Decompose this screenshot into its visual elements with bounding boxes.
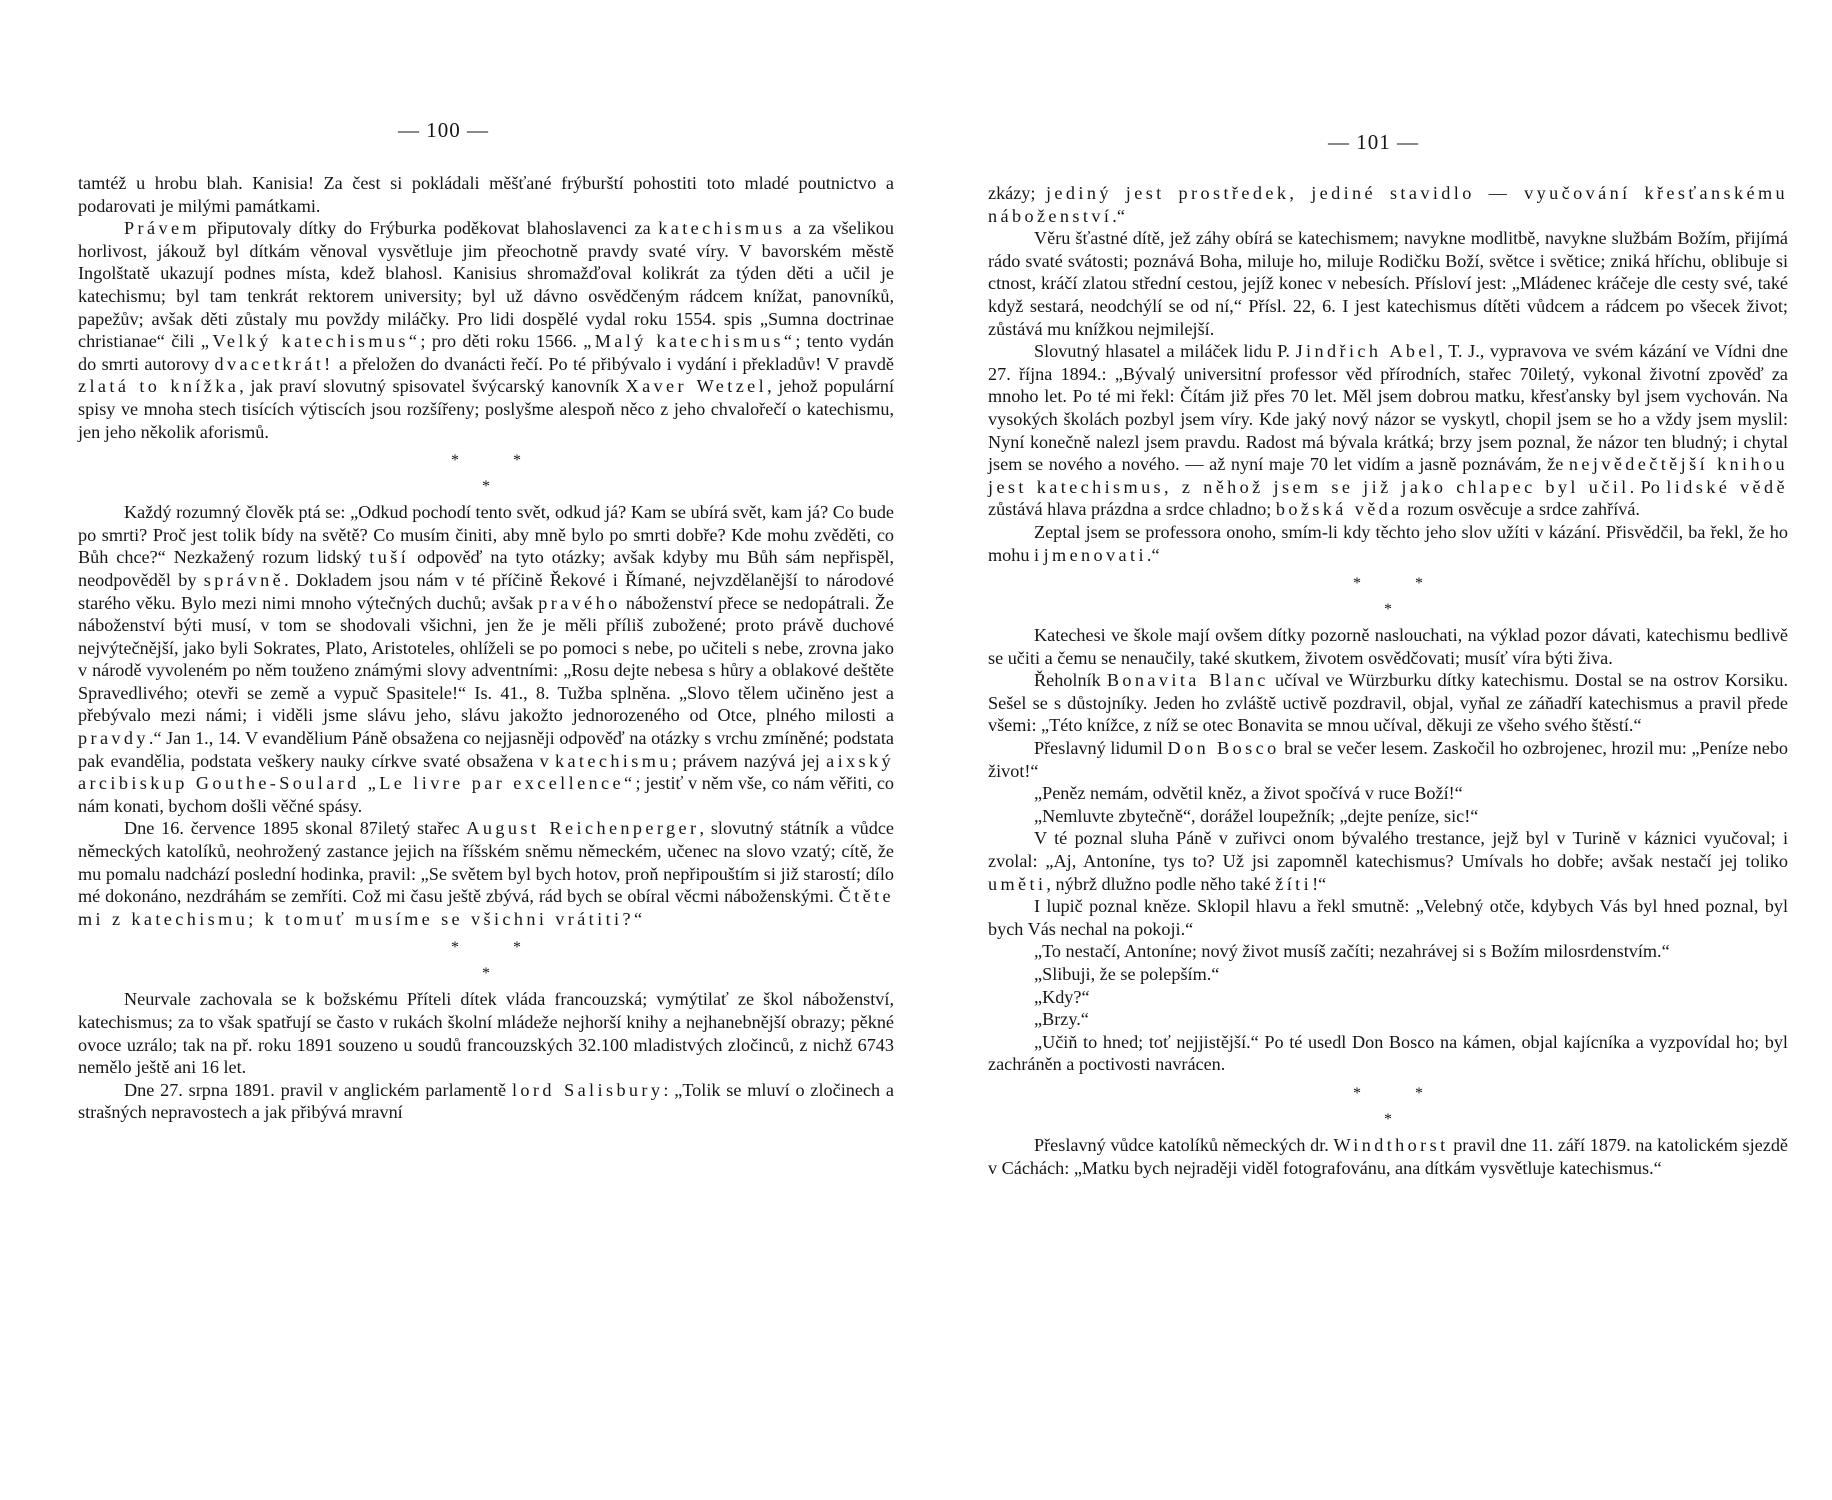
paragraph: Řeholník Bonavita Blanc učíval ve Würzburku dítky katechismu. Dostal se na ostrov Korsiku. Sešel se s důstojníky. Jeden ho zvláště uctivě pozdravil, objal, vyňal ze záňadří katechismus a pravil přede všemi: „Této knížce, z níž se otec Bonavita se mnou učíval, děkuji ze všeho svého štěstí.“	[988, 670, 1789, 736]
paragraph: Přeslavný lidumil Don Bosco bral se večer lesem. Zaskočil ho ozbrojenec, hrozil mu: „Peníze nebo život!“	[988, 738, 1789, 781]
paragraph: „Peněz nemám, odvětil kněz, a život spočívá v ruce Boží!“	[1034, 783, 1463, 804]
paragraph: zkázy; jediný jest prostředek, jediné stavidlo — vyučování křesťanskému náboženství.“	[988, 183, 1788, 226]
paragraph: tamtéž u hrobu blah. Kanisia! Za čest si pokládali měšťané frýburští pohostiti toto mladé poutnictvo a podarovati je milými památkami.	[78, 173, 894, 216]
paragraph: Dne 27. srpna 1891. pravil v anglickém parlamentě lord Salisbury: „Tolik se mluví o zločinech a strašných nepravostech a jak přibývá mravní	[78, 1079, 894, 1123]
section-separator: * * *	[451, 452, 521, 496]
paragraph: „Slibuji, že se polepším.“	[1034, 964, 1220, 984]
paragraph: Přeslavný vůdce katolíků německých dr. Windthorst pravil dne 11. září 1879. na katolickém sjezdě v Cáchách: „Matku bych nejraději viděl fotografovánu, ana dítkám vysvětluje katechismus.“	[988, 1134, 1788, 1178]
paragraph: Katechesi ve škole mají ovšem dítky pozorně naslouchati, na výklad pozor dávati, katechismu bedlivě se učiti a čemu se nenaučily, také skutkem, životem osvědčovati; musíť víra býti živa.	[988, 625, 1788, 668]
paragraph: Dne 16. července 1895 skonal 87iletý stařec August Reichenperger, slovutný státník a vůdce německých katolíků, neohrožený zastance jejich na říšském sněmu německém, učenec na slovo vzatý; cítě, že mu pomalu nadchází poslední hodinka, pravil: „Se světem byl bych hotov, proň nepřipouštím si již starostí; dílo mé dokonáno, nezdráhám se zemříti. Což mi času ještě zbývá, rád bych se obíral věcmi náboženskými. Čtěte mi z katechismu; k tomuť musíme se všichni vrátiti?“	[78, 818, 895, 929]
section-separator: * * *	[1353, 575, 1423, 619]
section-separator: * * *	[1353, 1084, 1423, 1128]
section-separator: * * *	[451, 939, 521, 983]
paragraph: I lupič poznal kněze. Sklopil hlavu a řekl smutně: „Velebný otče, kdybych Vás byl hned poznal, byl bych Vás nechal na pokoji.“	[988, 896, 1788, 939]
paragraph: „To nestačí, Antoníne; nový život musíš začíti; nezahrávej si s Božím milosrdenstvím.“	[1034, 941, 1670, 962]
paragraph: Věru šťastné dítě, jež záhy obírá se katechismem; navykne modlitbě, navykne službám Božím, přijímá rádo svaté svátosti; poznává Boha, miluje ho, miluje Rodičku Boží, světce i světice; zniká hříchu, oblibuje si ctnost, kráčí zlatou střední cestou, jejíž konec v nebesích. Přísloví jest: „Mládenec kráčeje dle cesty své, také když sestará, neodchýlí se od ní,“ Přísl. 22, 6. I jest katechismus dítěti vůdcem a rádcem po všecek život; zůstává mu knížkou nejmilejší.	[988, 228, 1788, 339]
paragraph: Zeptal jsem se professora onoho, smím-li kdy těchto jeho slov užíti v kázání. Přisvědčil, ba řekl, že ho mohu i jmenovati.“	[988, 521, 1788, 565]
page-number: — 100 —	[398, 118, 489, 142]
page-body	[78, 172, 894, 1124]
page-body	[988, 182, 1788, 1179]
page-number: — 101 —	[1328, 130, 1419, 154]
paragraph: Každý rozumný člověk ptá se: „Odkud pochodí tento svět, odkud já? Kam se ubírá svět, kam já? Co bude po smrti? Proč jest tolik bídy na světě? Co musím činiti, aby mně bylo po smrti dobře? Kde mohu zvěděti, co Bůh chce?“ Nezkažený rozum lidský tuší odpověď na tyto otázky; avšak kdyby mu Bůh sám nepřispěl, neodpověděl by správně. Dokladem jsou nám v té příčině Řekové i Římané, nejvzdělanější to národové starého věku. Bylo mezi nimi mnoho výtečných duchů; avšak pravého náboženství přece se nedopátrali. Že náboženství býti musí, v tom se shodovali všichni, jen že je měli příliš zubožené; proto právě duchové nejvýtečnější, jako byli Sokrates, Plato, Aristoteles, ohlíželi se po pomoci s nebe, po učiteli s nebe, zrovna jako v národě vyvoleném po něm touženo známými slovy adventními: „Rosu dejte nebesa s hůry a oblakové deštěte Spravedlivého; otevři se země a vypuč Spasitele!“ Is. 41., 8. Tužba splněna. „Slovo tělem učiněno jest a přebývalo mezi námi; i viděli jsme slávu jeho, slávu jakožto jednorozeného od Otce, plného milosti a pravdy.“ Jan 1., 14. V evandělium Páně obsažena co nejjasněji odpověď na otázky s vrchu zmíněné; podstata pak evandělia, podstata veškery nauky církve svaté obsažena v katechismu; právem nazývá jej aixský arcibiskup Gouthe-Soulard „Le livre par excellence“; jestiť v něm vše, co nám věřiti, co nám konati, bychom došli věčné spásy.	[78, 502, 895, 816]
paragraph: Slovutný hlasatel a miláček lidu P. Jindřich Abel, T. J., vypravova ve svém kázání ve Vídni dne 27. října 1894.: „Bývalý universitní professor věd přírodních, stařec 70iletý, vykonal životní zpověď za mnoho let. Po té mi řekl: Čítám již přes 70 let. Měl jsem dobrou matku, křesťansky byl jsem vychován. Na vysokých školách pozbyl jsem víry. Kde jaký nový názor se vyskytl, chopil jsem se ho a vždy jsem myslil: Nyní konečně nalezl jsem pravdu. Radost má bývala krátká; brzy jsem poznal, že názor ten bludný; i chytal jsem se nového a nového. — až nyní maje 70 let vidím a jasně poznávám, že nejvědečtější knihou jest katechismus, z něhož jsem se již jako chlapec byl učil. Po lidské vědě zůstává hlava prázdna a srdce chladno; božská věda rozum osvěcuje a srdce zahřívá.	[988, 341, 1788, 520]
paragraph: V té poznal sluha Páně v zuřivci onom bývalého trestance, jejž byl v Turině v káznici vyučoval; i zvolal: „Aj, Antoníne, tys to? Už jsi zapomněl katechismus? Umívals ho dobře; avšak nestačí jej toliko uměti, nýbrž dlužno podle něho také žíti!“	[988, 828, 1788, 894]
paragraph: Neurvale zachovala se k božskému Příteli dítek vláda francouzská; vymýtilať ze škol náboženství, katechismus; za to však spatřují se často v rukách školní mládeže nejhorší knihy a nejhanebnější obrazy; pěkné ovoce uzrálo; tak na př. roku 1891 souzeno u soudů francouzských 32.100 mladistvých zločinců, z nichž 6743 nemělo ještě ani 16 let.	[78, 989, 894, 1078]
paragraph: „Učiň to hned; toť nejjistější.“ Po té usedl Don Bosco na kámen, objal kajícníka a vyzpovídal ho; byl zachráněn a poctivosti navrácen.	[988, 1031, 1788, 1075]
paragraph: „Brzy.“	[1034, 1009, 1089, 1030]
paragraph: Právem připutovaly dítky do Frýburka poděkovat blahoslavenci za katechismus a za všelikou horlivost, jákouž byl dítkám věnoval vysvětluje jim přeochotně pravdy svaté víry. V bavorském městě Ingolštatě ukazují podnes místa, kdež blahosl. Kanisius shromažďoval kolikrát za týden děti a učil je katechismu; byl tam tenkrát rektorem university; byl už dávno osvědčeným rádcem knížat, panovníků, papežův; avšak děti zůstaly mu povždy miláčky. Pro lidi dospělé vydal roku 1554. spis „Sumna doctrinae christianae“ čili „Velký katechismus“; pro děti roku 1566. „Malý katechismus“; tento vydán do smrti autorovy dvacetkrát! a přeložen do dvanácti řečí. Po té přibývalo i vydání i překladův! V pravdě zlatá to knížka, jak praví slovutný spisovatel švýcarský kanovník Xaver Wetzel, jehož populární spisy ve mnoha stech tisících výtiscích jsou rozšířeny; poslyšme alespoň něco z jeho chvalořečí o katechismu, jen jeho několik aforismů.	[78, 218, 894, 442]
paragraph: „Nemluvte zbytečně“, dorážel loupežník; „dejte peníze, sic!“	[1034, 805, 1479, 826]
paragraph: „Kdy?“	[1034, 986, 1090, 1007]
